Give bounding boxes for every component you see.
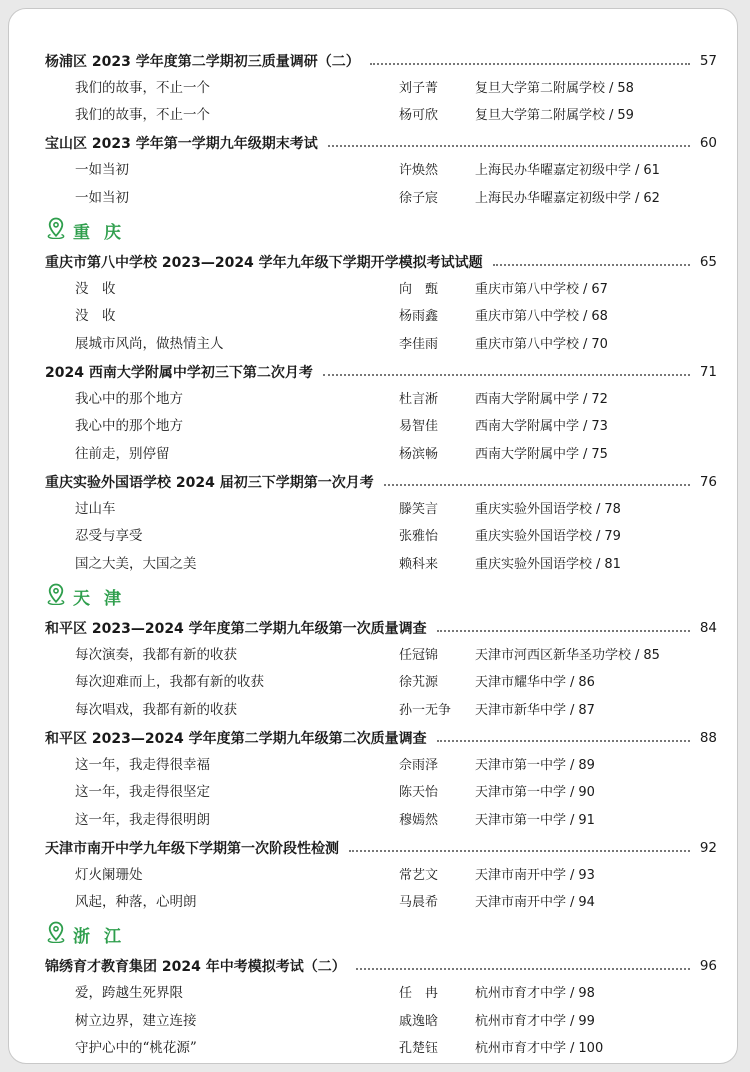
separator: / xyxy=(596,556,601,572)
essay-entry[interactable] xyxy=(45,669,717,697)
essay-entry[interactable] xyxy=(45,303,717,331)
essay-author: 徐子宸 xyxy=(399,190,439,206)
essay-school-and-page xyxy=(475,276,608,304)
essay-title: 展城市风尚，做热情主人 xyxy=(75,335,224,352)
essay-title: 一如当初 xyxy=(75,162,129,178)
essay-school-and-page xyxy=(475,752,595,780)
exam-page: 65 xyxy=(699,253,717,270)
essay-school-and-page xyxy=(475,386,608,414)
location-pin-icon xyxy=(45,217,73,244)
essay-title: 每次迎难而上，我都有新的收获 xyxy=(75,674,264,690)
essay-entry[interactable] xyxy=(45,331,717,359)
essay-school-and-page xyxy=(475,551,621,579)
essay-page: 70 xyxy=(591,336,608,352)
region-name: 浙江 xyxy=(73,927,135,947)
essay-school-and-page xyxy=(475,496,621,524)
exam-page: 88 xyxy=(699,729,717,746)
separator: / xyxy=(583,281,588,297)
essay-author: 刘子菁 xyxy=(399,80,439,96)
essay-school-and-page xyxy=(475,441,608,469)
essay-author: 杨滨畅 xyxy=(399,446,439,462)
essay-school: 西南大学附属中学 xyxy=(475,419,580,434)
essay-title: 这一年，我走得很坚定 xyxy=(75,784,210,800)
essay-school: 天津市第一中学 xyxy=(475,785,567,800)
essay-school-and-page xyxy=(475,1035,603,1063)
separator: / xyxy=(635,647,640,663)
essay-school: 复旦大学第二附属学校 xyxy=(475,108,606,123)
exam-title: 重庆实验外国语学校 2024 届初三下学期第一次月考 xyxy=(45,474,374,491)
essay-author: 杨雨鑫 xyxy=(399,309,439,324)
essay-title: 一如当初 xyxy=(75,189,129,206)
exam-title: 天津市南开中学九年级下学期第一次阶段性检测 xyxy=(45,840,339,857)
essay-title: 每次演奏，我都有新的收获 xyxy=(75,646,237,663)
essay-author: 佘雨泽 xyxy=(399,757,439,773)
essay-school: 上海民办华曜嘉定初级中学 xyxy=(475,190,632,206)
essay-title: 守护心中的“桃花源” xyxy=(75,1040,197,1056)
essay-title: 我心中的那个地方 xyxy=(75,390,183,407)
essay-title: 我心中的那个地方 xyxy=(75,418,183,434)
essay-entry[interactable] xyxy=(45,1035,717,1063)
essay-title: 这一年，我走得很明朗 xyxy=(75,811,210,828)
region-name: 天津 xyxy=(73,588,135,609)
essay-author: 戚逸晗 xyxy=(399,1013,439,1029)
essay-school-and-page xyxy=(475,697,595,725)
essay-school-and-page xyxy=(475,102,634,130)
essay-school: 重庆实验外国语学校 xyxy=(475,529,593,544)
essay-page: 73 xyxy=(591,419,608,434)
essay-page: 81 xyxy=(604,556,621,572)
region-heading xyxy=(45,917,717,953)
exam-heading[interactable] xyxy=(45,834,717,862)
essay-entry[interactable] xyxy=(45,980,717,1008)
essay-school: 天津市南开中学 xyxy=(475,895,567,910)
exam-page: 84 xyxy=(699,619,717,636)
essay-school: 杭州市育才中学 xyxy=(475,986,567,1001)
separator: / xyxy=(583,309,588,324)
essay-entry[interactable] xyxy=(45,496,717,524)
dot-leader xyxy=(323,374,690,376)
separator: / xyxy=(583,446,588,462)
essay-page: 98 xyxy=(578,986,595,1001)
exam-heading[interactable] xyxy=(45,468,717,496)
essay-page: 100 xyxy=(578,1041,604,1056)
essay-author: 杜言淅 xyxy=(399,391,439,407)
separator: / xyxy=(596,501,601,517)
separator: / xyxy=(583,391,588,407)
essay-page: 91 xyxy=(578,812,595,828)
essay-page: 61 xyxy=(643,163,660,178)
essay-school: 天津市河西区新华圣功学校 xyxy=(475,647,632,663)
essay-entry[interactable] xyxy=(45,102,717,130)
essay-school: 天津市新华中学 xyxy=(475,702,567,718)
dot-leader xyxy=(328,145,690,147)
essay-author: 向 甄 xyxy=(399,281,439,297)
essay-title: 没 收 xyxy=(75,280,116,297)
essay-page: 89 xyxy=(578,757,595,773)
essay-entry[interactable] xyxy=(45,807,717,835)
essay-entry[interactable] xyxy=(45,157,717,185)
essay-school: 重庆市第八中学校 xyxy=(475,281,580,297)
exam-page: 71 xyxy=(699,363,717,380)
essay-title: 这一年，我走得很幸福 xyxy=(75,756,210,773)
essay-author: 孔楚钰 xyxy=(399,1041,439,1056)
separator: / xyxy=(570,1041,575,1056)
essay-school-and-page xyxy=(475,523,621,551)
exam-title: 宝山区 2023 学年第一学期九年级期末考试 xyxy=(45,136,318,153)
essay-entry[interactable] xyxy=(45,642,717,670)
separator: / xyxy=(635,190,640,206)
essay-author: 马晨希 xyxy=(399,895,439,910)
essay-entry[interactable] xyxy=(45,523,717,551)
essay-page: 62 xyxy=(643,190,660,206)
exam-heading[interactable] xyxy=(45,358,717,386)
essay-title: 树立边界，建立连接 xyxy=(75,1012,197,1029)
essay-page: 75 xyxy=(591,446,608,462)
toc-page xyxy=(8,8,738,1064)
exam-heading[interactable] xyxy=(45,614,717,642)
essay-entry[interactable] xyxy=(45,889,717,917)
region-heading xyxy=(45,578,717,614)
essay-author: 滕笑言 xyxy=(399,501,439,517)
separator: / xyxy=(570,986,575,1001)
separator: / xyxy=(596,529,601,544)
essay-author: 李佳雨 xyxy=(399,336,439,352)
dot-leader xyxy=(384,484,690,486)
essay-page: 58 xyxy=(617,80,634,96)
essay-entry[interactable] xyxy=(45,386,717,414)
essay-title: 往前走，别停留 xyxy=(75,445,170,462)
essay-page: 72 xyxy=(591,391,608,407)
essay-author: 常艺文 xyxy=(399,867,439,883)
region-heading xyxy=(45,212,717,248)
essay-page: 79 xyxy=(604,529,621,544)
essay-author: 赖科来 xyxy=(399,556,439,572)
exam-title: 和平区 2023—2024 学年度第二学期九年级第二次质量调查 xyxy=(45,730,427,747)
essay-author: 徐艽源 xyxy=(399,675,439,690)
essay-school: 上海民办华曜嘉定初级中学 xyxy=(475,163,632,178)
essay-entry[interactable] xyxy=(45,752,717,780)
essay-author: 易智佳 xyxy=(399,419,439,434)
essay-entry[interactable] xyxy=(45,1008,717,1036)
essay-school: 天津市第一中学 xyxy=(475,812,567,828)
essay-school-and-page xyxy=(475,157,660,185)
essay-school: 天津市南开中学 xyxy=(475,867,567,883)
exam-heading[interactable] xyxy=(45,47,717,75)
separator: / xyxy=(570,702,575,718)
essay-title: 我们的故事，不止一个 xyxy=(75,107,210,123)
essay-entry[interactable] xyxy=(45,75,717,103)
separator: / xyxy=(570,675,575,690)
essay-entry[interactable] xyxy=(45,551,717,579)
essay-author: 许焕然 xyxy=(399,163,439,178)
essay-school: 杭州市育才中学 xyxy=(475,1041,567,1056)
essay-page: 99 xyxy=(578,1013,595,1029)
dot-leader xyxy=(356,968,690,970)
exam-page: 92 xyxy=(699,839,717,856)
essay-school-and-page xyxy=(475,331,608,359)
essay-entry[interactable] xyxy=(45,276,717,304)
separator: / xyxy=(570,895,575,910)
essay-author: 任冠锦 xyxy=(399,647,439,663)
location-pin-icon xyxy=(45,921,73,948)
essay-page: 93 xyxy=(578,867,595,883)
separator: / xyxy=(583,336,588,352)
exam-title: 杨浦区 2023 学年度第二学期初三质量调研（二） xyxy=(45,53,360,70)
essay-entry[interactable] xyxy=(45,413,717,441)
dot-leader xyxy=(349,850,690,852)
essay-author: 孙一无争 xyxy=(399,702,452,718)
essay-title: 每次唱戏，我都有新的收获 xyxy=(75,701,237,718)
exam-heading[interactable] xyxy=(45,248,717,276)
essay-school-and-page xyxy=(475,889,595,917)
separator: / xyxy=(609,108,614,123)
essay-title: 爱，跨越生死界限 xyxy=(75,985,183,1001)
essay-title: 风起，种落，心明朗 xyxy=(75,894,197,910)
essay-school-and-page xyxy=(475,980,595,1008)
essay-school: 重庆实验外国语学校 xyxy=(475,556,593,572)
essay-school: 复旦大学第二附属学校 xyxy=(475,80,606,96)
region-name: 重庆 xyxy=(73,222,135,243)
essay-school: 重庆市第八中学校 xyxy=(475,309,580,324)
essay-school: 重庆市第八中学校 xyxy=(475,336,580,352)
exam-title: 2024 西南大学附属中学初三下第二次月考 xyxy=(45,364,313,381)
essay-page: 68 xyxy=(591,309,608,324)
essay-school: 重庆实验外国语学校 xyxy=(475,501,593,517)
essay-school: 杭州市育才中学 xyxy=(475,1013,567,1029)
separator: / xyxy=(635,163,640,178)
exam-title: 锦绣育才教育集团 2024 年中考模拟考试（二） xyxy=(45,959,346,976)
separator: / xyxy=(609,80,614,96)
essay-school: 西南大学附属中学 xyxy=(475,391,580,407)
essay-school-and-page xyxy=(475,185,660,213)
essay-school-and-page xyxy=(475,807,595,835)
essay-page: 87 xyxy=(578,702,595,718)
exam-title: 重庆市第八中学校 2023—2024 学年九年级下学期开学模拟考试试题 xyxy=(45,254,483,271)
separator: / xyxy=(570,1013,575,1029)
essay-entry[interactable] xyxy=(45,441,717,469)
essay-school-and-page xyxy=(475,1008,595,1036)
dot-leader xyxy=(493,264,690,266)
essay-title: 国之大美，大国之美 xyxy=(75,555,197,572)
essay-school-and-page xyxy=(475,779,595,807)
essay-school: 天津市第一中学 xyxy=(475,757,567,773)
essay-entry[interactable] xyxy=(45,779,717,807)
essay-page: 67 xyxy=(591,281,608,297)
exam-title: 和平区 2023—2024 学年度第二学期九年级第一次质量调查 xyxy=(45,620,427,637)
essay-entry[interactable] xyxy=(45,185,717,213)
essay-school-and-page xyxy=(475,75,634,103)
essay-title: 我们的故事，不止一个 xyxy=(75,79,210,96)
essay-entry[interactable] xyxy=(45,862,717,890)
essay-title: 灯火阑珊处 xyxy=(75,866,143,883)
essay-page: 78 xyxy=(604,501,621,517)
essay-page: 86 xyxy=(578,675,595,690)
essay-page: 59 xyxy=(617,108,634,123)
essay-author: 任 冉 xyxy=(399,986,439,1001)
exam-page: 76 xyxy=(699,473,717,490)
essay-school-and-page xyxy=(475,413,608,441)
essay-page: 90 xyxy=(578,785,595,800)
exam-page: 96 xyxy=(699,958,717,975)
separator: / xyxy=(570,867,575,883)
essay-title: 忍受与享受 xyxy=(75,528,143,544)
dot-leader xyxy=(437,740,690,742)
dot-leader xyxy=(437,630,690,632)
essay-entry[interactable] xyxy=(45,697,717,725)
exam-heading[interactable] xyxy=(45,130,717,158)
separator: / xyxy=(570,757,575,773)
separator: / xyxy=(570,785,575,800)
essay-page: 85 xyxy=(643,647,660,663)
essay-page: 94 xyxy=(578,895,595,910)
exam-heading[interactable] xyxy=(45,953,717,981)
exam-page: 57 xyxy=(699,52,717,69)
separator: / xyxy=(570,812,575,828)
exam-heading[interactable] xyxy=(45,724,717,752)
essay-author: 杨可欣 xyxy=(399,108,439,123)
table-of-contents xyxy=(45,47,717,1063)
exam-page: 60 xyxy=(699,135,717,152)
essay-school-and-page xyxy=(475,642,660,670)
essay-school-and-page xyxy=(475,862,595,890)
essay-title: 没 收 xyxy=(75,308,116,324)
separator: / xyxy=(583,419,588,434)
essay-author: 穆嫣然 xyxy=(399,812,439,828)
essay-title: 过山车 xyxy=(75,500,116,517)
essay-school-and-page xyxy=(475,669,595,697)
essay-author: 张雅怡 xyxy=(399,529,439,544)
essay-author: 陈天怡 xyxy=(399,785,439,800)
dot-leader xyxy=(370,63,690,65)
essay-school: 西南大学附属中学 xyxy=(475,446,580,462)
essay-school: 天津市耀华中学 xyxy=(475,675,567,690)
location-pin-icon xyxy=(45,583,73,610)
essay-school-and-page xyxy=(475,303,608,331)
